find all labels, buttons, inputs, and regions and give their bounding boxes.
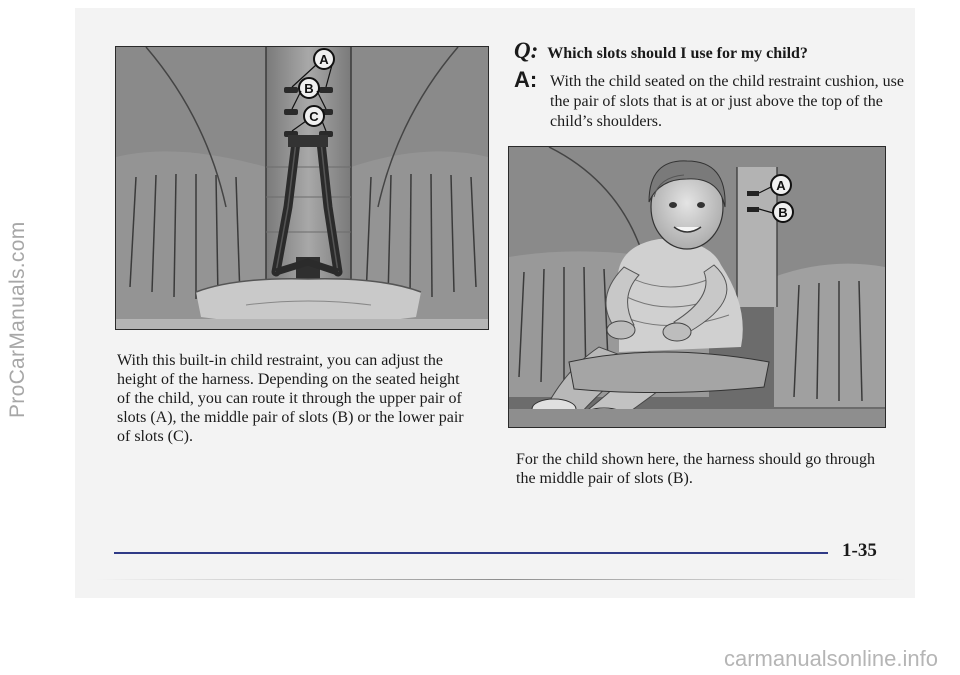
child-restraint-harness-illustration xyxy=(115,46,489,330)
question-text: Which slots should I use for my child? xyxy=(547,45,808,62)
slot-label-c: C xyxy=(309,109,319,124)
bottom-watermark: carmanualsonline.info xyxy=(723,646,938,671)
slot-label-b: B xyxy=(304,81,314,96)
slot-label-b-right: B xyxy=(778,205,788,220)
page-number: 1-35 xyxy=(842,540,877,561)
question-marker: Q: xyxy=(514,38,539,63)
answer-text: With the child seated on the child restraint cushion, use the pair of slots that is at or just above the top of the child’s shoulders. xyxy=(550,73,904,130)
slot-label-a-right: A xyxy=(776,178,786,193)
figure-caption: For the child shown here, the harness should go through the middle pair of slots (B). xyxy=(516,451,876,487)
child-seated-illustration xyxy=(508,146,886,428)
slot-label-a: A xyxy=(319,52,329,67)
question-line xyxy=(514,38,808,64)
page-edge-line xyxy=(96,579,906,580)
answer-marker: A: xyxy=(514,67,538,92)
harness-adjustment-text: With this built-in child restraint, you can adjust the height of the harness. Depending on the seated height of the child, you can route it through the upper pair of slots (A), the middle pair of slots (B) or the lower pair of slots (C). xyxy=(117,352,464,445)
footer-rule xyxy=(114,552,828,554)
side-watermark: ProCarManuals.com xyxy=(6,221,29,418)
